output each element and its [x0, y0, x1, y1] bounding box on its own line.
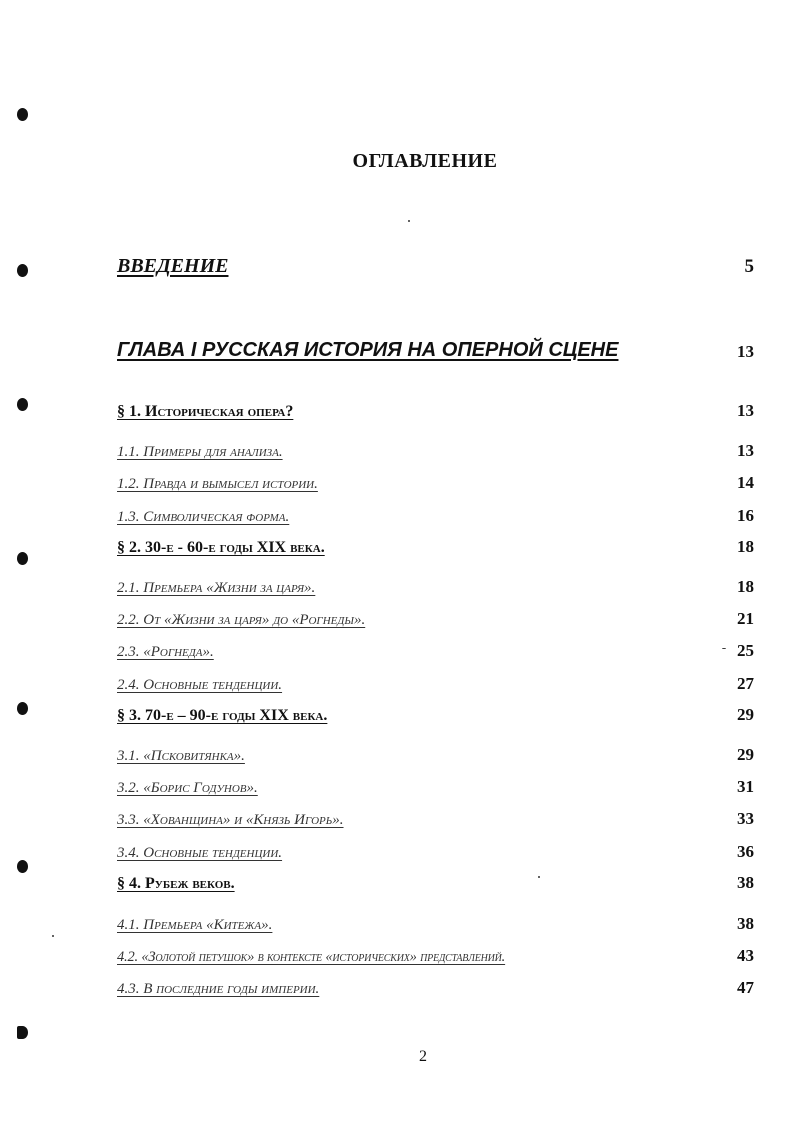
toc-entry-subsection[interactable]	[117, 942, 754, 970]
binder-hole-mark	[17, 702, 28, 715]
toc-entry-text: 4.2. «Золотой петушок» в контексте «исторических» представлений.	[117, 949, 506, 965]
toc-page-number: 29	[737, 745, 754, 764]
binder-hole-mark	[17, 860, 28, 873]
toc-page-number: 38	[737, 914, 754, 933]
binder-hole-mark	[17, 398, 28, 411]
toc-entry-text: 3.3. «Хованщина» и «Князь Игорь».	[117, 812, 344, 828]
toc-entry-text: 1.1. Примеры для анализа.	[117, 444, 283, 460]
toc-entry-text: ГЛАВА I РУССКАЯ ИСТОРИЯ НА ОПЕРНОЙ СЦЕНЕ	[117, 339, 619, 361]
toc-page-number: 13	[737, 441, 754, 460]
toc-entry-text: 2.2. От «Жизни за царя» до «Рогнеды».	[117, 612, 366, 628]
toc-page-number: 13	[737, 401, 754, 420]
toc-page-number: 21	[737, 609, 754, 628]
toc-entry-introduction[interactable]	[117, 254, 754, 282]
scan-speck	[52, 935, 54, 937]
toc-entry-text: 1.3. Символическая форма.	[117, 509, 290, 525]
binder-hole-mark	[17, 1026, 28, 1039]
toc-entry-text: 2.3. «Рогнеда».	[117, 644, 214, 660]
toc-page-number: 5	[744, 256, 754, 277]
toc-page-number: 31	[737, 777, 754, 796]
toc-entry-section[interactable]	[117, 869, 754, 897]
toc-entry-subsection[interactable]	[117, 573, 754, 601]
toc-entry-subsection[interactable]	[117, 437, 754, 465]
toc-page-number: 47	[737, 978, 754, 997]
page-title: ОГЛАВЛЕНИЕ	[352, 150, 498, 172]
toc-entry-subsection[interactable]	[117, 605, 754, 633]
toc-page-number: 18	[737, 537, 754, 556]
toc-page-number: 38	[737, 873, 754, 892]
toc-entry-text: § 2. 30-е - 60-е годы XIX века.	[117, 539, 325, 556]
toc-entry-text: 2.4. Основные тенденции.	[117, 677, 283, 693]
toc-entry-chapter-1[interactable]	[117, 338, 754, 366]
toc-page-number: 14	[737, 473, 754, 492]
toc-entry-subsection[interactable]	[117, 910, 754, 938]
scan-speck	[408, 220, 410, 222]
binder-hole-mark	[17, 264, 28, 277]
toc-entry-text: 3.1. «Псковитянка».	[117, 748, 245, 764]
toc-page-number: 16	[737, 506, 754, 525]
toc-entry-subsection[interactable]	[117, 974, 754, 1002]
toc-entry-text: 2.1. Премьера «Жизни за царя».	[117, 580, 316, 596]
toc-entry-text: § 1. Историческая опера?	[117, 403, 294, 420]
toc-page-number: 13	[737, 342, 754, 361]
toc-page-number: 18	[737, 577, 754, 596]
toc-entry-text: ВВЕДЕНИЕ	[117, 255, 229, 277]
toc-page-number: 29	[737, 705, 754, 724]
toc-entry-text: 3.4. Основные тенденции.	[117, 845, 283, 861]
page-number: 2	[419, 1048, 427, 1065]
toc-page-number: 36	[737, 842, 754, 861]
toc-entry-text: § 4. Рубеж веков.	[117, 875, 235, 892]
toc-entry-subsection[interactable]	[117, 637, 754, 665]
toc-entry-subsection[interactable]	[117, 469, 754, 497]
toc-entry-section[interactable]	[117, 701, 754, 729]
toc-entry-subsection[interactable]	[117, 741, 754, 769]
toc-entry-text: 4.1. Премьера «Китежа».	[117, 917, 273, 933]
toc-page-number: 33	[737, 809, 754, 828]
toc-entry-subsection[interactable]	[117, 805, 754, 833]
toc-entry-subsection[interactable]	[117, 838, 754, 866]
toc-entry-section[interactable]	[117, 397, 754, 425]
toc-page-number: 43	[737, 946, 754, 965]
toc-entry-text: 3.2. «Борис Годунов».	[117, 780, 258, 796]
toc-entry-text: 1.2. Правда и вымысел истории.	[117, 476, 318, 492]
binder-hole-mark	[17, 108, 28, 121]
toc-entry-subsection[interactable]	[117, 773, 754, 801]
toc-entry-subsection[interactable]	[117, 670, 754, 698]
toc-page-number: 25	[737, 641, 754, 660]
toc-entry-text: 4.3. В последние годы империи.	[117, 981, 320, 997]
toc-entry-text: § 3. 70-е – 90-е годы XIX века.	[117, 707, 328, 724]
toc-entry-subsection[interactable]	[117, 502, 754, 530]
toc-entry-section[interactable]	[117, 533, 754, 561]
toc-page-number: 27	[737, 674, 754, 693]
binder-hole-mark	[17, 552, 28, 565]
